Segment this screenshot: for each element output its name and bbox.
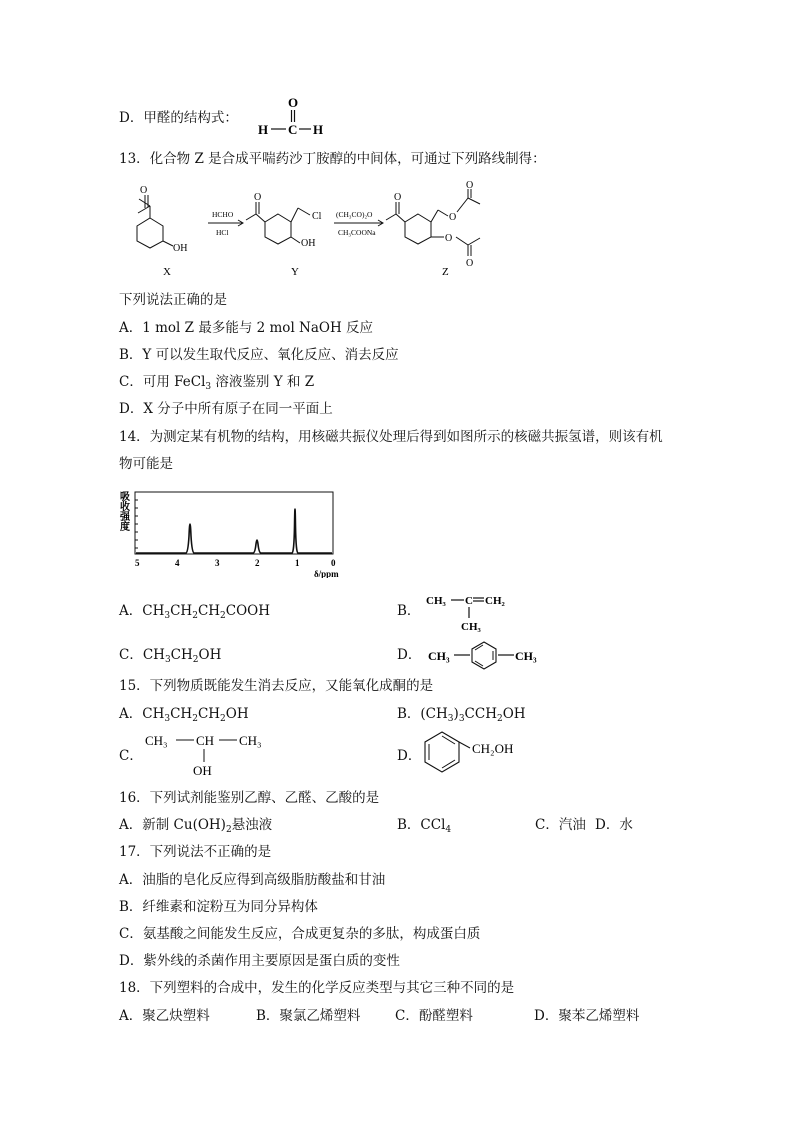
reagent1-bottom: HCl	[216, 228, 229, 237]
q15-c-right: CH₃	[239, 733, 262, 748]
q13-stem: 13．化合物 Z 是合成平喘药沙丁胺醇的中间体，可通过下列路线制得：	[119, 151, 546, 167]
q14-option-b-label: B．	[397, 603, 421, 619]
q13-option-b: B．Y 可以发生取代反应、氧化反应、消去反应	[119, 347, 399, 363]
q15-option-d-label: D．	[397, 748, 422, 764]
x-benzene-ring	[137, 218, 163, 248]
q14-b-carbon: C	[465, 595, 473, 607]
label-x: X	[163, 266, 171, 278]
q12-option-d	[119, 109, 238, 127]
q16-option-d: D．水	[595, 817, 633, 833]
label-y: Y	[291, 266, 299, 278]
q13-option-a: A．1 mol Z 最多能与 2 mol NaOH 反应	[119, 320, 374, 336]
formaldehyde-c: C	[288, 122, 298, 137]
q15-c-center: CH	[196, 733, 215, 748]
nmr-tick-4: 4	[175, 558, 180, 568]
q14-option-d-structure	[426, 638, 546, 672]
x-carbonyl-o: O	[140, 185, 148, 196]
q14-option-a: A．$CH_3CH_2CH_2COOH$	[119, 603, 271, 621]
y-hydroxyl: OH	[301, 238, 316, 249]
z-benzene-ring	[405, 214, 431, 244]
q14-d-left: CH₃	[428, 649, 450, 663]
q15-c-left: CH₃	[145, 733, 168, 748]
z-carbonyl-o: O	[394, 192, 402, 203]
q14-b-bottom: CH₃	[461, 621, 481, 633]
q18-option-c: C．酚醛塑料	[395, 1008, 473, 1024]
nmr-tick-0: 0	[331, 558, 336, 568]
z-ester-o1: O	[449, 212, 457, 223]
q14-d-benzene-ring	[472, 642, 496, 669]
q15-option-d-structure	[420, 728, 540, 778]
q13-reaction-scheme	[118, 180, 518, 280]
z-ester-carbonyl-o2: O	[466, 258, 474, 269]
x-hydroxyl: OH	[173, 243, 188, 254]
q18-stem: 18．下列塑料的合成中，发生的化学反应类型与其它三种不同的是	[119, 980, 515, 996]
q16-option-b: B．CCl$_4$	[397, 817, 452, 835]
q18-option-d: D．聚苯乙烯塑料	[534, 1008, 640, 1024]
q17-option-b: B．纤维素和淀粉互为同分异构体	[119, 899, 318, 915]
q14-b-right: CH₂	[485, 595, 505, 607]
q14-stem-line2: 物可能是	[119, 456, 173, 472]
label-z: Z	[442, 266, 449, 278]
z-ester-carbonyl-o1: O	[466, 180, 474, 191]
q17-option-d: D．紫外线的杀菌作用主要原因是蛋白质的变性	[119, 953, 400, 969]
q15-stem: 15．下列物质既能发生消去反应，又能氧化成酮的是	[119, 678, 434, 694]
q14-stem-line1: 14．为测定某有机物的结构，用核磁共振仪处理后得到如图所示的核磁共振氢谱，则该有机	[119, 429, 663, 445]
nmr-ylabel-2: 收	[120, 502, 130, 513]
q14-option-b-structure	[424, 588, 514, 636]
q12-option-d-label: D．甲醛的结构式：	[119, 110, 238, 126]
z-ester-o2: O	[445, 233, 453, 244]
nmr-spectrum	[118, 486, 348, 578]
q15-c-oh: OH	[193, 763, 212, 778]
reagent2-top: (CH₃CO)₂O	[336, 210, 373, 219]
q18-option-a: A．聚乙炔塑料	[119, 1008, 210, 1024]
nmr-tick-1: 1	[295, 558, 300, 568]
y-benzene-ring	[265, 214, 291, 244]
y-carbonyl-o: O	[254, 192, 262, 203]
nmr-tick-3: 3	[215, 558, 220, 568]
nmr-ylabel-3: 强	[120, 512, 130, 523]
q18-option-b: B．聚氯乙烯塑料	[256, 1008, 361, 1024]
nmr-ylabel-4: 度	[120, 522, 130, 533]
q17-option-c: C．氨基酸之间能发生反应，合成更复杂的多肽，构成蛋白质	[119, 926, 481, 942]
nmr-tick-2: 2	[255, 558, 260, 568]
q17-option-a: A．油脂的皂化反应得到高级脂肪酸盐和甘油	[119, 872, 386, 888]
q13-option-c: C．可用 FeCl$_3$ 溶液鉴别 Y 和 Z	[119, 374, 315, 392]
nmr-xlabel: δ/ppm	[314, 569, 339, 578]
q16-stem: 16．下列试剂能鉴别乙醇、乙醛、乙酸的是	[119, 790, 380, 806]
nmr-tick-5: 5	[135, 558, 140, 568]
reagent2-bottom: CH₃COONa	[338, 228, 376, 237]
nmr-trace	[136, 509, 332, 553]
q15-option-a: A．$CH_3CH_2CH_2OH$	[119, 706, 249, 724]
formaldehyde-structure	[255, 92, 330, 138]
q13-prompt: 下列说法正确的是	[119, 292, 227, 308]
y-chlorine: Cl	[312, 211, 322, 222]
q14-d-right: CH₃	[515, 649, 537, 663]
formaldehyde-h-left: H	[258, 122, 269, 137]
q17-stem: 17．下列说法不正确的是	[119, 844, 272, 860]
q13-option-d: D．X 分子中所有原子在同一平面上	[119, 401, 333, 417]
q15-option-c-structure	[142, 730, 272, 780]
q14-option-c: C．$CH_3CH_2OH$	[119, 647, 222, 665]
formaldehyde-h-right: H	[313, 122, 324, 137]
q16-option-a: A．新制 $Cu(OH)_2$悬浊液	[119, 817, 273, 835]
nmr-ylabel-1: 吸	[120, 492, 130, 503]
reagent1-top: HCHO	[212, 210, 234, 219]
q15-d-benzene-ring	[425, 732, 459, 772]
q16-option-c: C．汽油	[535, 817, 586, 833]
q15-d-group: CH₂OH	[472, 741, 514, 756]
q15-option-c-label: C．	[119, 748, 143, 764]
q14-b-left: CH₃	[426, 595, 446, 607]
q15-option-b: B．$(CH_3)_3CCH_2OH$	[397, 706, 526, 724]
q14-option-d-label: D．	[397, 647, 422, 663]
formaldehyde-o: O	[288, 95, 299, 110]
